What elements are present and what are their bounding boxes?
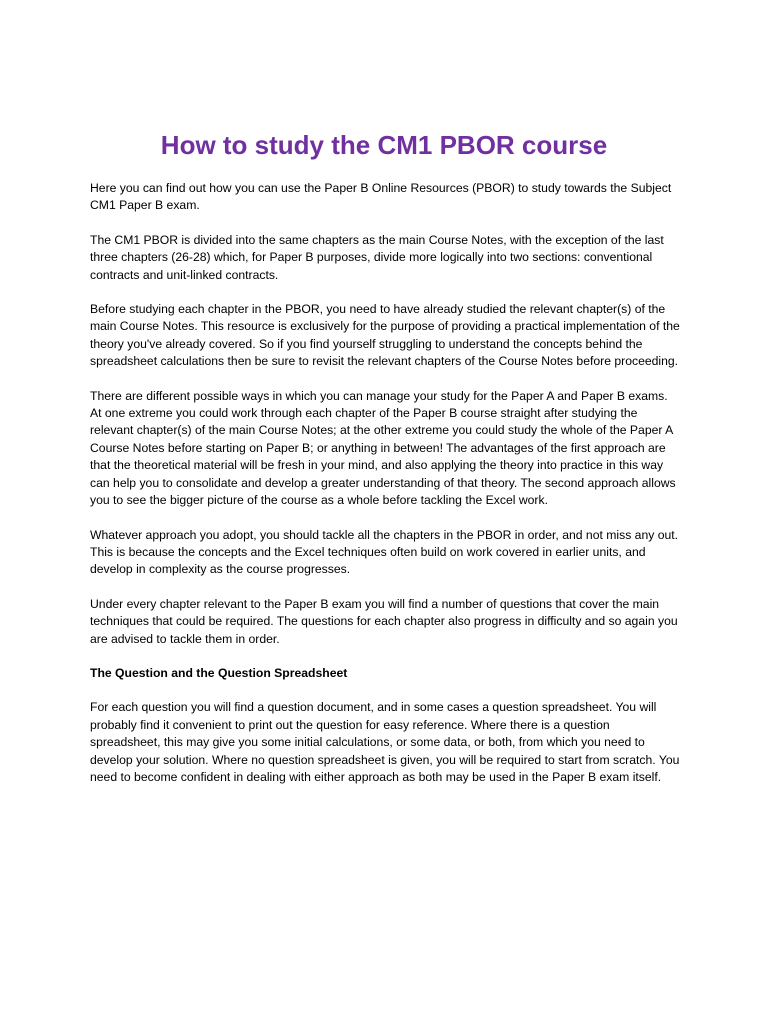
section-heading: The Question and the Question Spreadsheet bbox=[90, 665, 348, 680]
paragraph-structure: The CM1 PBOR is divided into the same chapters as the main Course Notes, with the exception of the last three chapters (26-28) which, for Paper B purposes, divide more logically into two sections: conventional contracts and unit-linked contracts. bbox=[90, 232, 664, 282]
paragraph-study-approaches: There are different possible ways in which you can manage your study for the Paper A and Paper B exams. At one extreme you could work through each chapter of the Paper B course straight after studying the relevant chapter(s) of the main Course Notes; at the other extreme you could study the whole of the Paper A Course Notes before starting on Paper B; or anything in between! The advantages of the first approach are that the theoretical material will be fresh in your mind, and also applying the theory into practice in this way can help you to consolidate and develop a greater understanding of that theory. The second approach allows you to see the bigger picture of the course as a whole before tackling the Excel work. bbox=[90, 388, 676, 508]
paragraph-order: Whatever approach you adopt, you should tackle all the chapters in the PBOR in order, and not miss any out. This is because the concepts and the Excel techniques often build on work covered in earlier units, and develop in complexity as the course progresses. bbox=[90, 527, 679, 577]
page-title: How to study the CM1 PBOR course bbox=[160, 130, 608, 160]
paragraph-intro: Here you can find out how you can use the Paper B Online Resources (PBOR) to study towards the Subject CM1 Paper B exam. bbox=[90, 181, 672, 213]
paragraph-questions: Under every chapter relevant to the Paper B exam you will find a number of questions that cover the main techniques that could be required. The questions for each chapter also progress in difficulty and so again you are advised to tackle them in order. bbox=[90, 596, 678, 646]
document-body bbox=[90, 180, 680, 803]
paragraph-question-spreadsheet: For each question you will find a question document, and in some cases a question spreadsheet. You will probably find it convenient to print out the question for easy reference. Where there is a question spreadsheet, this may give you some initial calculations, or some data, or both, from which you need to develop your solution. Where no question spreadsheet is given, you will be required to start from scratch. You need to become confident in dealing with either approach as both may be used in the Paper B exam itself. bbox=[90, 700, 680, 784]
paragraph-prerequisites: Before studying each chapter in the PBOR, you need to have already studied the relevant chapter(s) of the main Course Notes. This resource is exclusively for the purpose of providing a practical implementation of the theory you've already covered. So if you find yourself struggling to understand the concepts behind the spreadsheet calculations then be sure to revisit the relevant chapters of the Course Notes before proceeding. bbox=[90, 302, 680, 369]
